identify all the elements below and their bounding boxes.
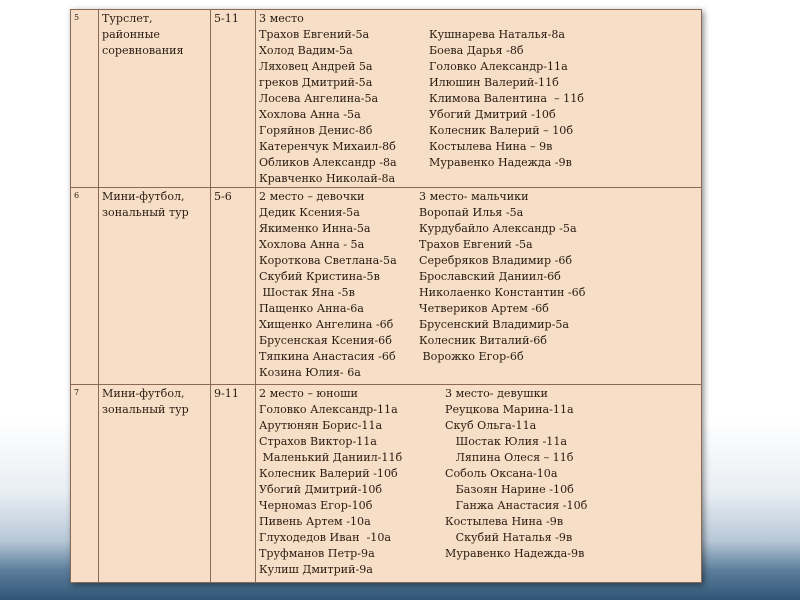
- participant-right: Скуб Ольга-11а: [445, 419, 537, 432]
- grades-cell: [211, 188, 256, 385]
- participant-left: Страхов Виктор-11а: [259, 435, 377, 448]
- participant-left: Маленький Даниил-11б: [259, 451, 403, 464]
- participant-right: Соболь Оксана-10а: [445, 467, 558, 480]
- participant-left: Лосева Ангелина-5а: [259, 92, 379, 105]
- participant-right: Илюшин Валерий-11б: [429, 76, 559, 89]
- row-number: 6: [71, 188, 99, 385]
- results-cell: [256, 188, 702, 385]
- participant-pair: [259, 221, 698, 237]
- participant-pair: [259, 434, 698, 450]
- participant-right: Шостак Юлия -11а: [445, 435, 568, 448]
- results-heading: [259, 189, 698, 205]
- participant-right: Николаенко Константин -6б: [419, 286, 586, 299]
- participant-right: Серебряков Владимир -6б: [419, 254, 573, 267]
- participant-right: Кушнарева Наталья-8а: [429, 28, 566, 41]
- participant-left: Головко Александр-11а: [259, 403, 398, 416]
- participant-pair: [259, 546, 698, 562]
- row-number: 5: [71, 10, 99, 188]
- participant-pair: [259, 155, 698, 171]
- participant-left: Якименко Инна-5а: [259, 222, 371, 235]
- participant-left: Скубий Кристина-5в: [259, 270, 380, 283]
- participant-pair: [259, 482, 698, 498]
- participant-right: Костылева Нина -9в: [445, 515, 564, 528]
- participant-pair: [259, 450, 698, 466]
- results-cell: [256, 385, 702, 583]
- participant-pair: [259, 418, 698, 434]
- participant-left: Тяпкина Анастасия -6б: [259, 350, 396, 363]
- event-name: Мини-футбол, зональный тур: [102, 190, 189, 219]
- grades-range: 5-11: [214, 12, 239, 25]
- participant-left: Катеренчук Михаил-8б: [259, 140, 396, 153]
- participant-last: Козина Юлия- 6а: [259, 366, 361, 379]
- participant-pair: [259, 75, 698, 91]
- participant-right: Муравенко Надежда -9в: [429, 156, 572, 169]
- participant-right: Скубий Наталья -9в: [445, 531, 573, 544]
- results-heading: [259, 386, 698, 402]
- participant-left: Пащенко Анна-6а: [259, 302, 364, 315]
- participant-pair: [259, 43, 698, 59]
- participant-left: Черномаз Егор-10б: [259, 499, 373, 512]
- participant-left: Хохлова Анна -5а: [259, 108, 361, 121]
- results-cell: [256, 10, 702, 188]
- participant-left: Горяйнов Денис-8б: [259, 124, 373, 137]
- participant-last: Кулиш Дмитрий-9а: [259, 563, 373, 576]
- participant-right: Ганжа Анастасия -10б: [445, 499, 588, 512]
- table-row: [71, 10, 702, 188]
- heading-right: 3 место- мальчики: [419, 190, 529, 203]
- participant-pair: [259, 253, 698, 269]
- participant-left: Брусенская Ксения-6б: [259, 334, 392, 347]
- participant-right: Трахов Евгений -5а: [419, 238, 533, 251]
- heading-left: 2 место – девочки: [259, 190, 365, 203]
- results-heading: [259, 11, 698, 27]
- participant-pair: [259, 59, 698, 75]
- participant-right: Воропай Илья -5а: [419, 206, 524, 219]
- table-row: [71, 188, 702, 385]
- grades-range: 9-11: [214, 387, 239, 400]
- participant-left: Короткова Светлана-5а: [259, 254, 397, 267]
- participant-pair: [259, 317, 698, 333]
- participant-right: Курдубайло Александр -5а: [419, 222, 577, 235]
- participant-left: Глуходедов Иван -10а: [259, 531, 391, 544]
- participant-right: Муравенко Надежда-9в: [445, 547, 585, 560]
- participant-pair: [259, 107, 698, 123]
- participant-pair: [259, 498, 698, 514]
- participant-left: Шостак Яна -5в: [259, 286, 355, 299]
- participant-right: Базоян Нарине -10б: [445, 483, 574, 496]
- table-row: [71, 385, 702, 583]
- event-cell: [99, 385, 211, 583]
- participant-pair: [259, 139, 698, 155]
- participant-pair: [259, 514, 698, 530]
- participant-right: Костылева Нина – 9в: [429, 140, 553, 153]
- participant-pair: [259, 237, 698, 253]
- heading-left: 2 место – юноши: [259, 387, 358, 400]
- participant-pair: [259, 205, 698, 221]
- participant-right: Ворожко Егор-6б: [419, 350, 524, 363]
- participant-pair: [259, 123, 698, 139]
- participant-left: Колесник Валерий -10б: [259, 467, 398, 480]
- participant-right: Боева Дарья -8б: [429, 44, 524, 57]
- participant-right: Брославский Даниил-6б: [419, 270, 561, 283]
- participant-right: Убогий Дмитрий -10б: [429, 108, 556, 121]
- participant-pair: [259, 530, 698, 546]
- participant-pair: [259, 466, 698, 482]
- participant-left: Трахов Евгений-5а: [259, 28, 370, 41]
- event-name: Турслет, районные соревнования: [102, 12, 184, 57]
- heading-right: 3 место- девушки: [445, 387, 548, 400]
- participant-right: Головко Александр-11а: [429, 60, 568, 73]
- participant-left: Дедик Ксения-5а: [259, 206, 360, 219]
- grades-cell: [211, 385, 256, 583]
- participant-left: греков Дмитрий-5а: [259, 76, 373, 89]
- participant-right: Климова Валентина – 11б: [429, 92, 584, 105]
- participant-right: Колесник Валерий – 10б: [429, 124, 574, 137]
- participant-pair: [259, 91, 698, 107]
- participant-pair: [259, 333, 698, 349]
- participant-right: Брусенский Владимир-5а: [419, 318, 569, 331]
- grades-range: 5-6: [214, 190, 232, 203]
- event-cell: [99, 188, 211, 385]
- event-cell: [99, 10, 211, 188]
- participant-right: Четвериков Артем -6б: [419, 302, 549, 315]
- participant-left: Обликов Александр -8а: [259, 156, 397, 169]
- participant-left: Труфманов Петр-9а: [259, 547, 375, 560]
- participant-right: Ляпина Олеся – 11б: [445, 451, 574, 464]
- results-table: [70, 9, 702, 583]
- participant-left: Ляховец Андрей 5а: [259, 60, 373, 73]
- participant-right: Реуцкова Марина-11а: [445, 403, 574, 416]
- grades-cell: [211, 10, 256, 188]
- heading-left: 3 место: [259, 12, 304, 25]
- participant-pair: [259, 402, 698, 418]
- participant-pair: [259, 301, 698, 317]
- participant-left: Хищенко Ангелина -6б: [259, 318, 394, 331]
- participant-right: Колесник Виталий-6б: [419, 334, 547, 347]
- participant-left: Пивень Артем -10а: [259, 515, 371, 528]
- participant-pair: [259, 269, 698, 285]
- participant-pair: [259, 349, 698, 365]
- participant-left: Убогий Дмитрий-10б: [259, 483, 383, 496]
- participant-left: Холод Вадим-5а: [259, 44, 353, 57]
- participant-left: Хохлова Анна - 5а: [259, 238, 365, 251]
- event-name: Мини-футбол, зональный тур: [102, 387, 189, 416]
- participant-pair: [259, 285, 698, 301]
- row-number: 7: [71, 385, 99, 583]
- participant-last: Кравченко Николай-8а: [259, 172, 396, 185]
- participant-pair: [259, 27, 698, 43]
- participant-left: Арутюнян Борис-11а: [259, 419, 383, 432]
